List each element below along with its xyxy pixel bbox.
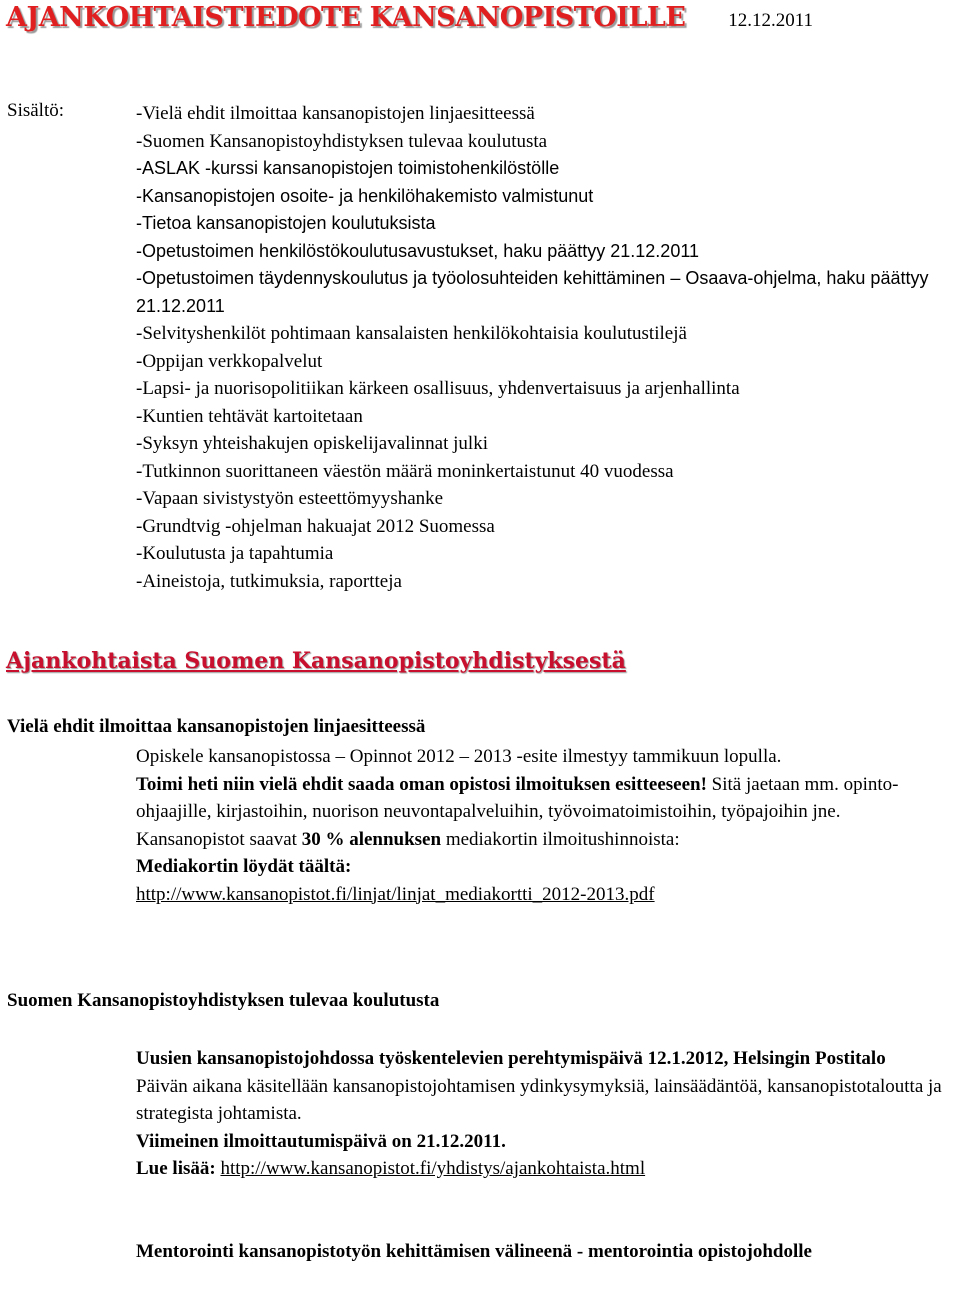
event-deadline-text: Viimeinen ilmoittautumispäivä on 21.12.2011. (136, 1130, 506, 1152)
read-more-label: Lue lisää: (136, 1158, 216, 1179)
contents-item[interactable]: -Aineistoja, tutkimuksia, raportteja (136, 570, 402, 592)
mediacard-label: Mediakortin löydät täältä: (136, 856, 352, 877)
contents-item[interactable]: -Selvityshenkilöt pohtimaan kansalaisten henkilökohtaisia koulutustilejä (136, 323, 687, 344)
contents-item[interactable]: -Oppijan verkkopalvelut (136, 350, 323, 372)
article1-text: Kansanopistot saavat (136, 828, 302, 850)
article2-heading: Suomen Kansanopistoyhdistyksen tulevaa koulutusta (7, 990, 440, 1011)
event-title-text: Uusien kansanopistojohdossa työskentelevien perehtymispäivä 12.1.2012, Helsingin Postitalo (136, 1048, 886, 1069)
read-more (136, 1155, 956, 1183)
contents-label: Sisältö: (7, 100, 65, 121)
next-article-title-text: Mentorointi kansanopistotyön kehittämisen välineenä - mentorointia opistojohdolle (136, 1241, 812, 1262)
article1-text: mediakortin ilmoitushinnoista: (441, 828, 680, 850)
section-heading: Ajankohtaista Suomen Kansanopistoyhdistyksestä (6, 648, 626, 674)
article1-paragraph (136, 853, 956, 881)
article1-paragraph (136, 771, 956, 826)
newsletter-title: AJANKOHTAISTIEDOTE KANSANOPISTOILLE (6, 2, 686, 33)
page-header (6, 2, 813, 33)
contents-item[interactable]: -Kuntien tehtävät kartoitetaan (136, 405, 363, 427)
mediacard-link[interactable]: http://www.kansanopistot.fi/linjat/linjat_mediakortti_2012-2013.pdf (136, 883, 655, 905)
article1-paragraph (136, 826, 956, 854)
article1-emphasis: Toimi heti niin vielä ehdit saada oman opistosi ilmoituksen esitteeseen! (136, 773, 707, 795)
contents-item[interactable]: -ASLAK -kurssi kansanopistojen toimistohenkilöstölle (136, 158, 560, 178)
contents-item[interactable]: -Syksyn yhteishakujen opiskelijavalinnat julki (136, 433, 488, 454)
article1-paragraph: Opiskele kansanopistossa – Opinnot 2012 – 2013 -esite ilmestyy tammikuun lopulla. (136, 746, 782, 767)
next-article-title (136, 1238, 956, 1266)
contents-item[interactable]: -Lapsi- ja nuorisopolitiikan kärkeen osallisuus, yhdenvertaisuus ja arjenhallinta (136, 378, 740, 399)
event-deadline (136, 1128, 956, 1156)
contents-item[interactable]: -Koulutusta ja tapahtumia (136, 543, 334, 564)
next-article (136, 1238, 956, 1266)
contents-item[interactable]: -Kansanopistojen osoite- ja henkilöhakemisto valmistunut (136, 185, 594, 206)
contents-item[interactable]: -Tietoa kansanopistojen koulutuksista (136, 213, 436, 233)
discount-text: 30 % alennuksen (301, 828, 442, 850)
contents-list (136, 100, 960, 595)
event-title (136, 1045, 956, 1073)
article2-body (136, 1045, 956, 1183)
contents-item[interactable]: -Opetustoimen henkilöstökoulutusavustukset, haku päättyy 21.12.2011 (136, 240, 700, 261)
event-description: Päivän aikana käsitellään kansanopistojohtamisen ydinkysymyksiä, lainsäädäntöä, kansanopistotaloutta ja strategista johtamista. (136, 1075, 942, 1124)
contents-item[interactable]: -Vielä ehdit ilmoittaa kansanopistojen linjaesitteessä (136, 103, 535, 124)
article1-paragraph (136, 881, 956, 909)
contents-item[interactable]: -Grundtvig -ohjelman hakuajat 2012 Suomessa (136, 515, 495, 537)
contents-item[interactable]: -Suomen Kansanopistoyhdistyksen tulevaa koulutusta (136, 130, 548, 152)
read-more-link[interactable]: http://www.kansanopistot.fi/yhdistys/ajankohtaista.html (220, 1158, 646, 1179)
article1-text: Sitä jaetaan mm. opinto-ohjaajille, kirjastoihin, nuorison neuvontapalveluihin, työvoimatoimistoihin, työpajoihin jne. (136, 773, 899, 822)
article1-body (136, 743, 956, 908)
newsletter-date: 12.12.2011 (728, 10, 814, 31)
contents-item[interactable]: -Vapaan sivistystyön esteettömyyshanke (136, 488, 444, 509)
contents-item[interactable]: -Tutkinnon suorittaneen väestön määrä moninkertaistunut 40 vuodessa (136, 460, 674, 482)
article1-heading: Vielä ehdit ilmoittaa kansanopistojen linjaesitteessä (7, 716, 426, 737)
contents-item[interactable]: -Opetustoimen täydennyskoulutus ja työolosuhteiden kehittäminen – Osaava-ohjelma, haku päättyy 21.12.2011 (136, 268, 929, 316)
